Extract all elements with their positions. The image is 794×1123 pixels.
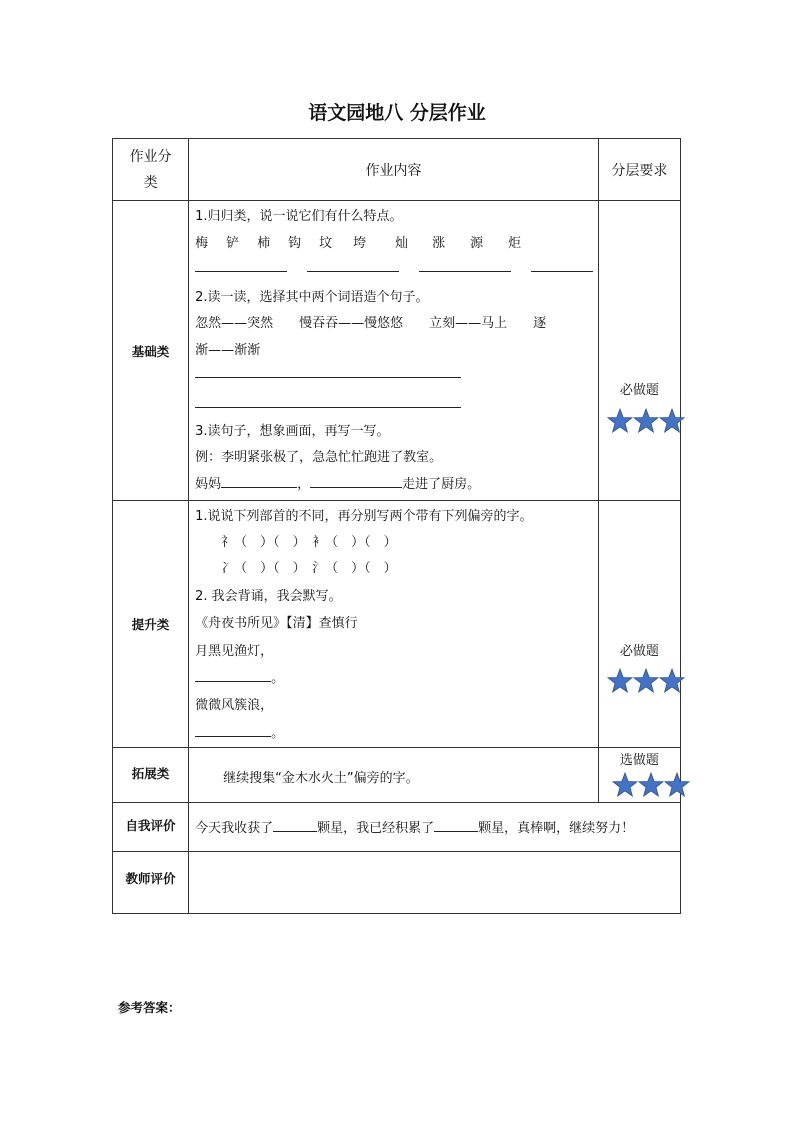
advanced-q1: 1.说说下列部首的不同，再分别写两个带有下列偏旁的字。 [195,509,533,524]
poem-line-2: 微微风簇浪， [195,698,274,713]
basic-star-rating [607,408,685,434]
word: 源 [470,236,484,251]
sentence-line[interactable] [195,407,461,408]
advanced-requirement-label: 必做题 [619,644,659,659]
self-eval-content [189,803,681,852]
advanced-content [189,501,599,748]
advanced-star-rating [607,668,685,694]
teacher-eval-row [113,852,681,914]
self-eval-text-b: 颗星，我已经积累了 [317,821,435,836]
header-content: 作业内容 [189,139,599,201]
advanced-category: 提升类 [113,501,189,748]
star-icon [612,772,638,798]
self-eval-row [113,803,681,852]
stars-earned-blank[interactable] [273,818,317,832]
header-category-line2: 类 [143,174,158,191]
basic-requirement [598,201,680,501]
answer-line[interactable] [195,271,287,272]
poem-blank-1[interactable] [195,668,271,682]
basic-q2-words-line1: 忽然——突然 慢吞吞——慢悠悠 立刻——马上 逐 [195,316,547,331]
basic-q2-words-line2: 渐——渐渐 [195,343,261,358]
basic-q1: 1.归归类，说一说它们有什么特点。 [195,209,403,224]
word: 钩 [288,236,302,251]
homework-table [112,138,681,914]
teacher-eval-category: 教师评价 [113,852,189,914]
extension-requirement-label: 选做题 [619,753,659,768]
extension-content [189,748,599,803]
star-icon [633,668,659,694]
header-category [113,139,189,201]
basic-q1-words [195,232,528,251]
extension-category: 拓展类 [113,748,189,803]
page-title: 语文园地八 分层作业 [308,102,486,124]
stars-total-blank[interactable] [434,818,478,832]
word: 涨 [432,236,446,251]
answer-key-label: 参考答案： [118,1000,181,1015]
basic-row [113,201,681,501]
star-icon [664,772,690,798]
q3-mid: ， [297,477,311,492]
word: 垮 [353,236,367,251]
extension-requirement [598,748,680,803]
basic-q3-fill [195,473,480,492]
q3-blank-1[interactable] [221,474,297,488]
header-category-line1: 作业分 [129,148,172,165]
header-requirement: 分层要求 [598,139,680,201]
advanced-row [113,501,681,748]
poem-title: 《舟夜书所见》【清】查慎行 [195,616,358,631]
poem-blank-2[interactable] [195,723,271,737]
extension-task: 继续搜集“金木水火土”偏旁的字。 [223,771,419,786]
word: 坟 [319,236,333,251]
basic-category: 基础类 [113,201,189,501]
star-icon [607,408,633,434]
teacher-eval-content[interactable] [189,852,681,914]
radical-row-1: 礻（ ）（ ） 衤（ ）（ ） [221,535,397,550]
basic-requirement-label: 必做题 [619,383,659,398]
radical-row-2: 冫（ ）（ ） 氵（ ）（ ） [221,561,397,576]
basic-q3: 3.读句子，想象画面，再写一写。 [195,424,390,439]
poem-end-2: 。 [271,726,285,741]
answer-line[interactable] [307,271,399,272]
answer-line[interactable] [531,271,593,272]
poem-end-1: 。 [271,671,285,686]
header-row [113,139,681,201]
poem-line-1: 月黑见渔灯， [195,644,274,659]
self-eval-text-a: 今天我收获了 [195,821,274,836]
answer-line[interactable] [419,271,511,272]
star-icon [659,408,685,434]
word: 灿 [395,236,409,251]
advanced-q2: 2. 我会背诵，我会默写。 [195,589,342,604]
star-icon [607,668,633,694]
star-icon [638,772,664,798]
poem-fill-2 [195,722,284,741]
q3-prefix: 妈妈 [195,477,222,492]
word: 铲 [226,236,240,251]
q3-blank-2[interactable] [310,474,402,488]
basic-q3-example: 例：李明紧张极了，急急忙忙跑进了教室。 [195,450,443,465]
self-eval-sentence [195,817,634,836]
extension-star-rating [612,772,690,798]
basic-q2: 2.读一读，选择其中两个词语造个句子。 [195,290,429,305]
self-eval-text-c: 颗星，真棒啊，继续努力！ [478,821,635,836]
extension-row [113,748,681,803]
sentence-line[interactable] [195,377,461,378]
star-icon [659,668,685,694]
poem-fill-1 [195,667,284,686]
word: 炬 [508,236,522,251]
basic-content [189,201,599,501]
q3-suffix: 走进了厨房。 [402,477,481,492]
word: 柿 [257,236,271,251]
word: 梅 [195,236,209,251]
advanced-requirement [598,501,680,748]
self-eval-category: 自我评价 [113,803,189,852]
star-icon [633,408,659,434]
